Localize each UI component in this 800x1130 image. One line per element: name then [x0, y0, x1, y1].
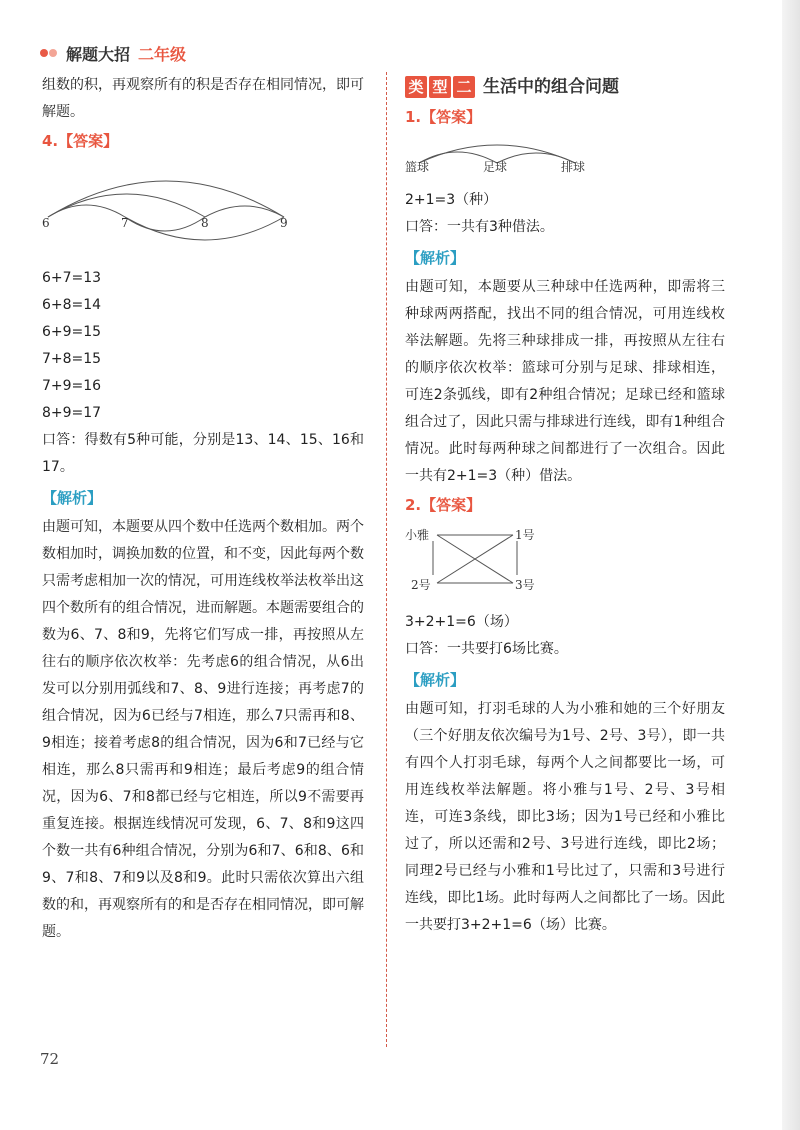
left-column: [42, 72, 364, 946]
arc-6-8: [48, 194, 205, 217]
header-grade: 二年级: [138, 44, 187, 64]
number-arc-diagram: [42, 159, 342, 249]
right-column: [405, 72, 725, 939]
analysis-2-heading: 【解析】: [405, 671, 466, 689]
answer-2-heading: 2.【答案】: [405, 496, 482, 514]
answer-2-text: 口答：一共要打6场比赛。: [405, 641, 568, 657]
page-number: 72: [40, 1050, 60, 1068]
answer-1-heading: 1.【答案】: [405, 108, 482, 126]
analysis-4-text: 由题可知，本题要从四个数中任选两个数相加。两个数相加时，调换加数的位置，和不变，因此每两个数只需考虑相加一次的情况，可用连线枚举法枚举出这四个数所有的组合情况，进而解题。本题需要组合的数为6、7、8和9，先将它们写成一排，再按照从左往右的顺序依次枚举：先考虑6的组合情况，从6出发可以分别用弧线和7、8、9进行连接；再考虑7的组合情况，因为6已经与7相连，那么7只需再和8、9相连；接着考虑8的组合情况，因为6和7已经与它相连，那么8只需再和9相连；最后考虑9的组合情况，因为6、7和8都已经与它相连，所以9不需要再重复连接。根据连线情况可发现，6、7、8和9这四个数一共有6种组合情况，分别为6和7、6和8、6和9、7和8、7和9以及8和9。此时只需依次算出六组数的和，再观察所有的和是否存在相同情况，即可解题。: [42, 519, 364, 940]
ball-label: 排球: [561, 160, 586, 174]
equation-1: 2+1=3（种）: [405, 192, 498, 208]
ball-label: 足球: [483, 160, 508, 174]
ball-arc-diagram: [405, 135, 605, 177]
equation-2: 3+2+1=6（场）: [405, 614, 518, 630]
ball-label: 篮球: [405, 160, 430, 174]
analysis-1-text: 由题可知，本题要从三种球中任选两种，即需将三种球两两搭配，找出不同的组合情况，可用连线枚举法解题。先将三种球排成一排，再按照从左往右的顺序依次枚举：篮球可分别与足球、排球相连，可连2条弧线，即有2种组合情况；足球已经和篮球组合过了，因此只需与排球进行连线，即有1种组合情况。此时每两种球之间都进行了一次组合。因此一共有2+1=3（种）借法。: [405, 279, 725, 484]
player-label: 1号: [515, 528, 535, 542]
equation: 6+8=14: [42, 297, 102, 313]
type-char: 二: [453, 76, 475, 98]
diagram-number: 7: [121, 216, 129, 230]
players-line-diagram: [405, 523, 565, 599]
column-divider: [386, 72, 387, 1047]
diagram-number: 8: [201, 216, 209, 230]
type-char: 类: [405, 76, 427, 98]
arc-7-8: [125, 217, 205, 231]
type-char: 型: [429, 76, 451, 98]
equation-list: [42, 265, 364, 427]
arc-8-9: [205, 206, 284, 217]
diagram-number: 6: [42, 216, 50, 230]
header-title: 解题大招: [66, 44, 131, 64]
equation: 6+9=15: [42, 324, 102, 340]
arc-6-9: [48, 181, 284, 217]
equation: 6+7=13: [42, 270, 102, 286]
section-title: 生活中的组合问题: [483, 76, 619, 97]
analysis-2-text: 由题可知，打羽毛球的人为小雅和她的三个好朋友（三个好朋友依次编号为1号、2号、3号），即一共有四个人打羽毛球，每两个人之间都要比一场，可用连线枚举法解题。将小雅与1号、2号、3号相连，可连3条线，即比3场；因为1号已经和小雅比过了，所以还需和2号、3号进行连线，即比2场；同理2号已经与小雅和1号比过了，只需和3号进行连线，即比1场。此时每两人之间都比了一场。因此一共要打3+2+1=6（场）比赛。: [405, 701, 725, 933]
analysis-4-heading: 【解析】: [42, 489, 103, 507]
analysis-1-heading: 【解析】: [405, 249, 466, 267]
equation: 7+9=16: [42, 378, 102, 394]
player-label: 2号: [411, 578, 431, 592]
equation: 7+8=15: [42, 351, 102, 367]
answer-1-text: 口答：一共有3种借法。: [405, 219, 554, 235]
player-label: 小雅: [405, 528, 430, 542]
continuation-text: 组数的积，再观察所有的积是否存在相同情况，即可解题。: [42, 77, 364, 120]
header: [40, 40, 186, 66]
player-label: 3号: [515, 578, 535, 592]
section-type-heading: [405, 72, 725, 102]
answer-4-text: 口答：得数有5种可能，分别是13、14、15、16和17。: [42, 432, 364, 475]
diagram-number: 9: [280, 216, 288, 230]
header-dots-icon: [40, 46, 62, 60]
answer-4-heading: 4.【答案】: [42, 132, 119, 150]
page-edge: [782, 0, 800, 1130]
equation: 8+9=17: [42, 405, 102, 421]
